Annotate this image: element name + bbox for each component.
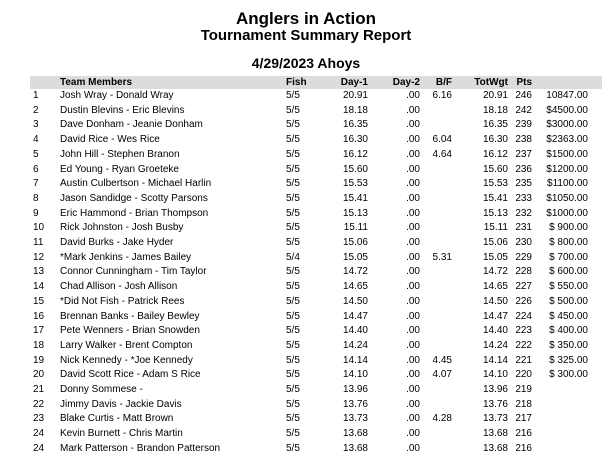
cell-big-fish [420, 339, 452, 354]
cell-day1: 14.47 [342, 310, 368, 322]
table-row [30, 280, 588, 295]
table-row [30, 133, 588, 148]
table-row [30, 207, 588, 222]
table-row [30, 412, 588, 427]
cell-fish: 5/5 [286, 310, 300, 322]
cell-day1: 20.91 [342, 90, 368, 101]
cell-total-weight: 14.65 [482, 281, 508, 293]
table-row [30, 324, 588, 339]
cell-team-members: Donny Sommese - [60, 384, 143, 396]
cell-team-members: Jason Sandidge - Scotty Parsons [60, 192, 208, 204]
cell-day2: .00 [406, 134, 420, 146]
cell-day2: .00 [406, 90, 420, 101]
table-row [30, 148, 588, 163]
cell-rank: 17 [33, 325, 45, 337]
cell-fish: 5/5 [286, 192, 300, 204]
cell-points: 232 [515, 207, 532, 219]
report-subtitle: Tournament Summary Report [200, 27, 412, 44]
cell-big-fish [420, 177, 452, 192]
cell-big-fish [420, 427, 452, 442]
cell-points: 223 [515, 325, 532, 337]
cell-fish: 5/5 [286, 295, 300, 307]
cell-big-fish: 6.16 [432, 90, 452, 101]
results-table [30, 76, 588, 457]
cell-rank: 3 [33, 119, 39, 131]
cell-payout: $ 300.00 [549, 369, 588, 381]
cell-payout: $ 700.00 [549, 251, 588, 263]
header-big-fish: B/F [435, 77, 452, 88]
cell-day1: 14.10 [342, 369, 368, 381]
cell-points: 220 [515, 369, 532, 381]
cell-fish: 5/5 [286, 413, 300, 425]
cell-day2: .00 [406, 295, 420, 307]
cell-rank: 8 [33, 192, 39, 204]
cell-fish: 5/5 [286, 442, 300, 454]
cell-big-fish [420, 442, 452, 457]
cell-fish: 5/5 [286, 339, 300, 351]
cell-payout: $3000.00 [546, 119, 588, 131]
table-row [30, 177, 588, 192]
cell-total-weight: 15.53 [482, 178, 508, 190]
cell-rank: 13 [33, 266, 45, 278]
cell-fish: 5/5 [286, 266, 300, 278]
cell-payout: $2363.00 [546, 134, 588, 146]
cell-payout [532, 442, 588, 457]
cell-day1: 13.76 [342, 398, 368, 410]
cell-points: 227 [515, 281, 532, 293]
cell-points: 216 [515, 428, 532, 440]
cell-day1: 14.65 [342, 281, 368, 293]
cell-team-members: Larry Walker - Brent Compton [60, 339, 193, 351]
cell-points: 236 [515, 163, 532, 175]
cell-points: 228 [515, 266, 532, 278]
cell-team-members: David Scott Rice - Adam S Rice [60, 369, 201, 381]
cell-payout: $1200.00 [546, 163, 588, 175]
cell-big-fish [420, 265, 452, 280]
cell-total-weight: 20.91 [482, 90, 508, 101]
cell-team-members: Chad Allison - Josh Allison [60, 281, 178, 293]
cell-team-members: David Burks - Jake Hyder [60, 237, 174, 249]
cell-rank: 24 [33, 428, 45, 440]
cell-day2: .00 [406, 369, 420, 381]
cell-payout: $ 450.00 [549, 310, 588, 322]
cell-team-members: Rick Johnston - Josh Busby [60, 222, 184, 234]
cell-day1: 15.06 [342, 237, 368, 249]
cell-points: 238 [515, 134, 532, 146]
header-total-weight: TotWgt [474, 77, 508, 88]
cell-points: 235 [515, 178, 532, 190]
cell-day2: .00 [406, 104, 420, 116]
header-row [30, 76, 588, 89]
cell-day1: 15.13 [342, 207, 368, 219]
cell-big-fish [420, 398, 452, 413]
cell-payout: $ 900.00 [549, 222, 588, 234]
cell-points: 231 [515, 222, 532, 234]
cell-payout: $ 400.00 [549, 325, 588, 337]
table-row [30, 427, 588, 442]
cell-total-weight: 15.11 [483, 222, 508, 234]
cell-day1: 15.41 [342, 192, 368, 204]
cell-team-members: Austin Culbertson - Michael Harlin [60, 178, 212, 190]
cell-fish: 5/5 [286, 104, 300, 116]
cell-payout: $ 500.00 [549, 295, 588, 307]
cell-day1: 15.11 [343, 222, 368, 234]
cell-day2: .00 [406, 222, 420, 234]
header-day1: Day-1 [340, 77, 368, 88]
cell-big-fish [420, 192, 452, 207]
header-fish: Fish [286, 77, 307, 88]
cell-rank: 5 [33, 148, 39, 160]
cell-team-members: Brennan Banks - Bailey Bewley [60, 310, 200, 322]
table-row [30, 104, 588, 119]
cell-day2: .00 [406, 339, 420, 351]
table-row [30, 265, 588, 280]
cell-day2: .00 [406, 325, 420, 337]
cell-big-fish: 5.31 [432, 251, 452, 263]
table-row [30, 295, 588, 310]
cell-points: 217 [515, 413, 532, 425]
cell-rank: 7 [33, 178, 39, 190]
cell-total-weight: 15.13 [482, 207, 508, 219]
cell-day2: .00 [406, 413, 420, 425]
cell-day1: 15.05 [342, 251, 368, 263]
report-title: Anglers in Action [235, 9, 377, 28]
cell-fish: 5/5 [286, 134, 300, 146]
cell-fish: 5/5 [286, 207, 300, 219]
cell-day1: 16.30 [342, 134, 368, 146]
cell-payout [532, 427, 588, 442]
table-body [30, 89, 588, 457]
cell-day1: 13.68 [342, 428, 368, 440]
cell-fish: 5/5 [286, 428, 300, 440]
cell-payout [532, 412, 588, 427]
cell-team-members: Ed Young - Ryan Groeteke [60, 163, 179, 175]
cell-team-members: Connor Cunningham - Tim Taylor [60, 266, 207, 278]
cell-total-weight: 14.47 [482, 310, 508, 322]
cell-points: 218 [515, 398, 532, 410]
header-points: Pts [516, 77, 532, 88]
cell-fish: 5/5 [286, 148, 300, 160]
header-day2: Day-2 [392, 77, 420, 88]
cell-rank: 12 [33, 251, 45, 263]
table-row [30, 221, 588, 236]
cell-big-fish [420, 324, 452, 339]
cell-team-members: Nick Kennedy - *Joe Kennedy [60, 354, 193, 366]
cell-team-members: Pete Wenners - Brian Snowden [60, 325, 200, 337]
cell-total-weight: 18.18 [482, 104, 508, 116]
cell-day2: .00 [406, 281, 420, 293]
cell-fish: 5/5 [286, 119, 300, 131]
cell-total-weight: 13.68 [482, 442, 508, 454]
cell-rank: 6 [33, 163, 39, 175]
cell-rank: 18 [33, 339, 45, 351]
table-row [30, 398, 588, 413]
cell-fish: 5/5 [286, 163, 300, 175]
cell-total-weight: 15.60 [482, 163, 508, 175]
cell-points: 226 [515, 295, 532, 307]
cell-day2: .00 [406, 148, 420, 160]
cell-rank: 11 [33, 237, 44, 249]
cell-payout: $1100.00 [547, 178, 588, 190]
table-row [30, 89, 588, 104]
cell-team-members: Eric Hammond - Brian Thompson [60, 207, 209, 219]
cell-team-members: *Did Not Fish - Patrick Rees [60, 295, 185, 307]
cell-day2: .00 [406, 442, 420, 454]
cell-total-weight: 13.73 [482, 413, 508, 425]
cell-points: 239 [515, 119, 532, 131]
cell-rank: 22 [33, 398, 45, 410]
cell-total-weight: 16.12 [482, 148, 508, 160]
cell-team-members: Kevin Burnett - Chris Martin [60, 428, 183, 440]
header-rank [30, 76, 60, 89]
cell-points: 230 [515, 237, 532, 249]
cell-rank: 2 [33, 104, 39, 116]
table-row [30, 118, 588, 133]
cell-fish: 5/5 [286, 369, 300, 381]
table-row [30, 236, 588, 251]
cell-fish: 5/5 [286, 237, 300, 249]
cell-big-fish [420, 295, 452, 310]
cell-payout: $ 350.00 [549, 339, 588, 351]
cell-total-weight: 16.30 [482, 134, 508, 146]
cell-rank: 9 [33, 207, 39, 219]
cell-payout: $ 800.00 [549, 237, 588, 249]
cell-big-fish: 6.04 [432, 134, 452, 146]
cell-day2: .00 [406, 207, 420, 219]
cell-rank: 10 [33, 222, 45, 234]
cell-points: 222 [515, 339, 532, 351]
cell-big-fish [420, 383, 452, 398]
cell-big-fish [420, 221, 452, 236]
cell-fish: 5/5 [286, 90, 300, 101]
cell-total-weight: 14.50 [482, 295, 508, 307]
cell-payout: $ 600.00 [549, 266, 588, 278]
event-date-lake: 4/29/2023 Ahoys [251, 55, 361, 71]
cell-day1: 18.18 [342, 104, 368, 116]
cell-team-members: Jimmy Davis - Jackie Davis [60, 398, 182, 410]
cell-fish: 5/5 [286, 178, 300, 190]
cell-team-members: John Hill - Stephen Branon [60, 148, 180, 160]
cell-day1: 14.50 [342, 295, 368, 307]
cell-big-fish [420, 236, 452, 251]
cell-team-members: Dustin Blevins - Eric Blevins [60, 104, 185, 116]
cell-team-members: Blake Curtis - Matt Brown [60, 413, 174, 425]
cell-points: 246 [515, 90, 532, 101]
cell-payout: $1000.00 [546, 207, 588, 219]
cell-big-fish: 4.28 [432, 413, 452, 425]
cell-big-fish [420, 163, 452, 178]
cell-day1: 14.24 [342, 339, 368, 351]
cell-day1: 16.12 [342, 148, 368, 160]
header-team-members: Team Members [60, 77, 133, 88]
cell-day1: 15.60 [342, 163, 368, 175]
table-row [30, 339, 588, 354]
cell-day2: .00 [406, 354, 420, 366]
cell-day2: .00 [406, 192, 420, 204]
cell-payout [532, 383, 588, 398]
cell-day2: .00 [406, 163, 420, 175]
cell-big-fish: 4.45 [432, 354, 452, 366]
header-payout [532, 76, 588, 89]
cell-day2: .00 [406, 251, 420, 263]
cell-total-weight: 14.72 [482, 266, 508, 278]
cell-team-members: Mark Patterson - Brandon Patterson [60, 442, 221, 454]
cell-day2: .00 [406, 398, 420, 410]
cell-day1: 13.68 [342, 442, 368, 454]
cell-payout: $ 550.00 [549, 281, 588, 293]
table-row [30, 354, 588, 369]
cell-payout: $4500.00 [546, 104, 588, 116]
cell-points: 233 [515, 192, 532, 204]
cell-points: 237 [515, 148, 532, 160]
cell-day1: 14.40 [342, 325, 368, 337]
cell-day2: .00 [406, 237, 420, 249]
cell-points: 224 [515, 310, 532, 322]
cell-payout: 10847.00 [546, 90, 588, 101]
cell-fish: 5/5 [286, 384, 300, 396]
cell-total-weight: 13.76 [482, 398, 508, 410]
cell-total-weight: 14.24 [482, 339, 508, 351]
cell-day1: 13.96 [342, 384, 368, 396]
cell-total-weight: 15.05 [482, 251, 508, 263]
cell-rank: 20 [33, 369, 45, 381]
cell-rank: 1 [33, 90, 39, 101]
cell-rank: 24 [33, 442, 45, 454]
cell-day2: .00 [406, 178, 420, 190]
table-row [30, 163, 588, 178]
table-row [30, 368, 588, 383]
cell-big-fish [420, 118, 452, 133]
cell-day1: 16.35 [342, 119, 368, 131]
cell-day1: 14.14 [342, 354, 368, 366]
cell-big-fish: 4.64 [432, 148, 452, 160]
cell-payout [532, 398, 588, 413]
cell-big-fish [420, 207, 452, 222]
table-row [30, 310, 588, 325]
cell-total-weight: 15.41 [482, 192, 508, 204]
table-row [30, 442, 588, 457]
table-row [30, 192, 588, 207]
cell-day1: 14.72 [342, 266, 368, 278]
cell-payout: $ 325.00 [549, 354, 588, 366]
cell-points: 216 [515, 442, 532, 454]
cell-total-weight: 15.06 [482, 237, 508, 249]
cell-big-fish: 4.07 [432, 369, 452, 381]
cell-fish: 5/5 [286, 222, 300, 234]
cell-fish: 5/5 [286, 398, 300, 410]
cell-rank: 14 [33, 281, 45, 293]
cell-total-weight: 14.10 [482, 369, 508, 381]
cell-fish: 5/5 [286, 325, 300, 337]
cell-day2: .00 [406, 310, 420, 322]
cell-team-members: Josh Wray - Donald Wray [60, 90, 174, 101]
cell-fish: 5/5 [286, 354, 300, 366]
cell-rank: 15 [33, 295, 45, 307]
cell-total-weight: 13.68 [482, 428, 508, 440]
cell-day2: .00 [406, 428, 420, 440]
cell-rank: 16 [33, 310, 45, 322]
cell-day2: .00 [406, 384, 420, 396]
table-row [30, 251, 588, 266]
cell-big-fish [420, 104, 452, 119]
cell-rank: 19 [33, 354, 45, 366]
cell-day2: .00 [406, 119, 420, 131]
cell-day1: 13.73 [342, 413, 368, 425]
cell-team-members: Dave Donham - Jeanie Donham [60, 119, 203, 131]
cell-total-weight: 14.14 [482, 354, 508, 366]
cell-day1: 15.53 [342, 178, 368, 190]
cell-points: 219 [515, 384, 532, 396]
cell-rank: 21 [33, 384, 45, 396]
cell-fish: 5/5 [286, 281, 300, 293]
table-row [30, 383, 588, 398]
cell-points: 229 [515, 251, 532, 263]
cell-total-weight: 13.96 [482, 384, 508, 396]
cell-day2: .00 [406, 266, 420, 278]
cell-points: 221 [515, 354, 532, 366]
cell-payout: $1050.00 [546, 192, 588, 204]
cell-team-members: David Rice - Wes Rice [60, 134, 160, 146]
cell-rank: 23 [33, 413, 45, 425]
cell-rank: 4 [33, 134, 39, 146]
cell-fish: 5/4 [286, 251, 300, 263]
cell-total-weight: 14.40 [482, 325, 508, 337]
cell-big-fish [420, 310, 452, 325]
cell-big-fish [420, 280, 452, 295]
cell-team-members: *Mark Jenkins - James Bailey [60, 251, 192, 263]
cell-total-weight: 16.35 [482, 119, 508, 131]
cell-points: 242 [515, 104, 532, 116]
cell-payout: $1500.00 [546, 148, 588, 160]
table-header [30, 76, 588, 89]
